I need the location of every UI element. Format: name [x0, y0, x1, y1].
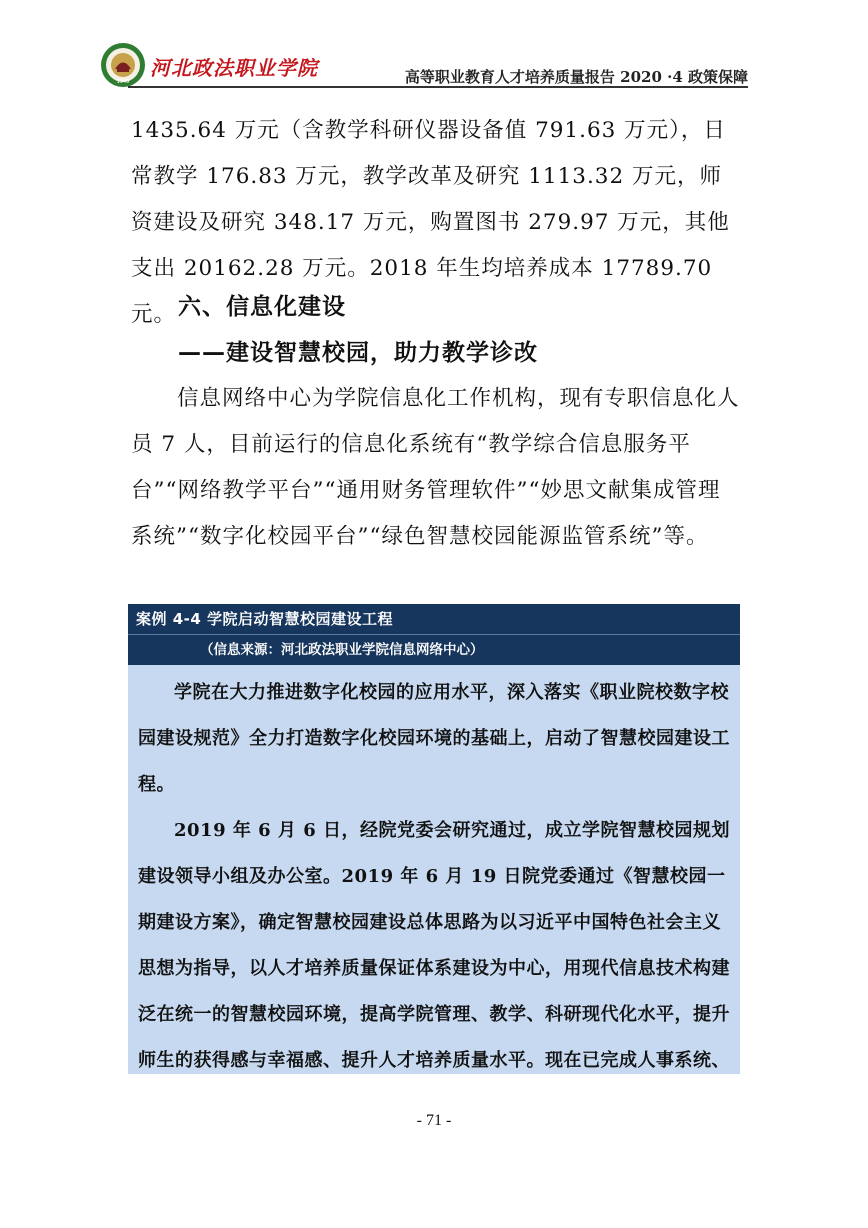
page-header — [100, 40, 748, 84]
college-logo-icon — [100, 42, 146, 88]
header-divider — [128, 86, 748, 88]
case-source: （信息来源：河北政法职业学院信息网络中心） — [128, 634, 740, 665]
case-paragraph-1: 学院在大力推进数字化校园的应用水平，深入落实《职业院校数字校园建设规范》全力打造数字化校园环境的基础上，启动了智慧校园建设工程。 — [138, 682, 730, 795]
college-brand: 河北政法职业学院 — [150, 56, 318, 80]
section-subheading: ——建设智慧校园，助力教学诊改 — [178, 340, 538, 366]
section-heading: 六、信息化建设 — [178, 294, 346, 320]
case-title: 案例 4-4 学院启动智慧校园建设工程 — [128, 604, 740, 634]
paragraph-info-center: 信息网络中心为学院信息化工作机构，现有专职信息化人员 7 人，目前运行的信息化系统有“教学综合信息服务平台”“网络教学平台”“通用财务管理软件”“妙思文献集成管理系统”“数字化校园平台”“绿色智慧校园能源监管系统”等。 — [131, 386, 740, 549]
page-number: - 71 - — [416, 1112, 452, 1129]
case-study-box — [128, 604, 740, 1074]
svg-text:1949: 1949 — [116, 79, 130, 85]
paragraph-funding: 1435.64 万元（含教学科研仪器设备值 791.63 万元），日常教学 176.83 万元，教学改革及研究 1113.32 万元，师资建设及研究 348.17 万元，购置图书 279.97 万元，其他支出 20162.28 万元。2018 年生均培养成本 17789.70 元。 — [131, 118, 730, 327]
case-paragraph-2: 2019 年 6 月 6 日，经院党委会研究通过，成立学院智慧校园规划建设领导小组及办公室。2019 年 6 月 19 日院党委通过《智慧校园一期建设方案》，确定智慧校园建设总体思路为以习近平中国特色社会主义思想为指导，以人才培养质量保证体系建设为中心，用现代信息技术构建泛在统一的智慧校园环境，提高学院管理、教学、科研现代化水平，提升师生的获得感与幸福感、提升人才培养质量水平。现在已完成人事系统、 — [138, 820, 730, 1071]
report-title: 高等职业教育人才培养质量报告 2020 ·4 政策保障 — [404, 68, 748, 86]
case-body — [138, 670, 734, 1084]
